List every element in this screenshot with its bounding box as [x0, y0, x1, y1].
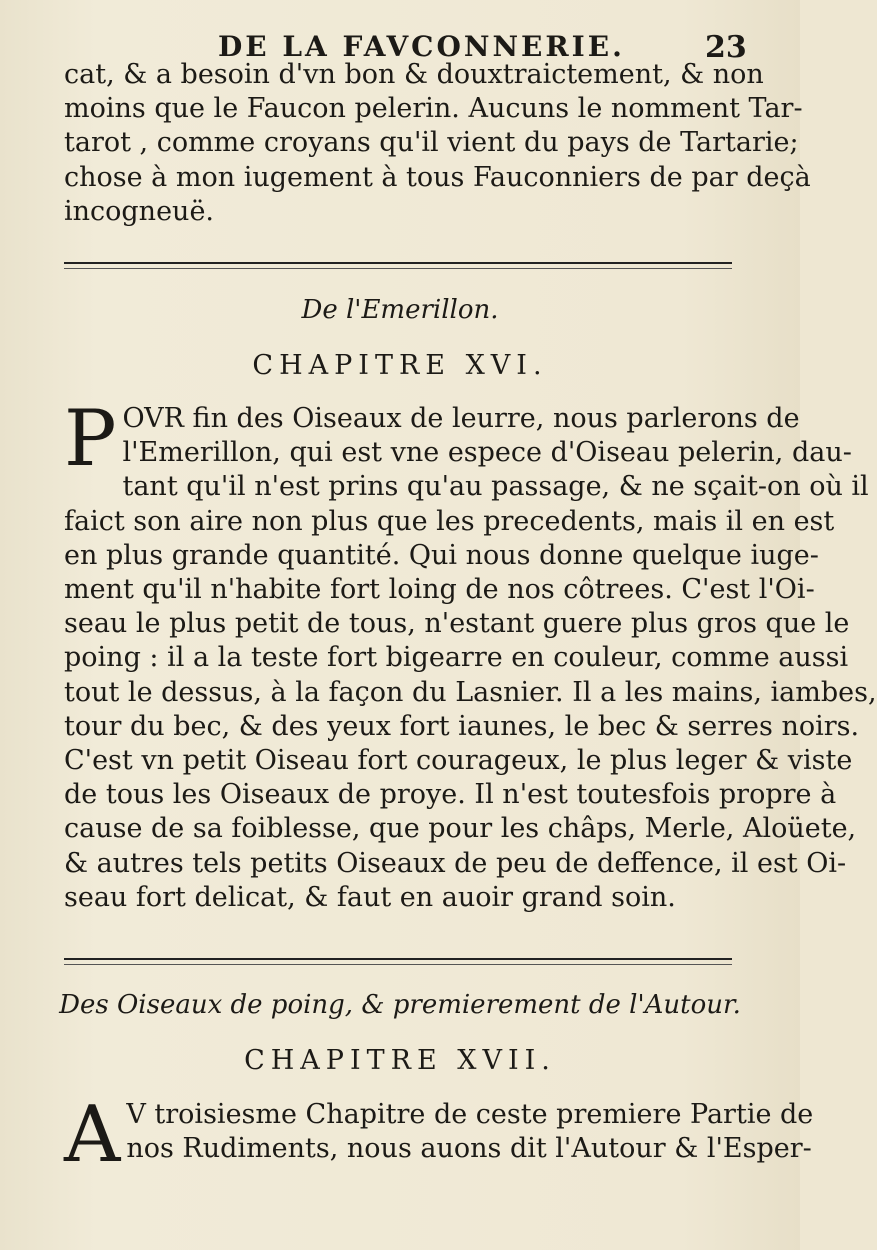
text-line: incogneuë. — [64, 195, 215, 227]
text-line: C'est vn petit Oiseau fort courageux, le plus leger & viste — [64, 745, 853, 777]
top-paragraph — [64, 58, 811, 229]
text-line: cause de sa foiblesse, que pour les châps, Merle, Aloüete, — [64, 813, 857, 845]
text-line: tout le dessus, à la façon du Lasnier. Il a les mains, iambes, — [64, 676, 877, 708]
chapter-heading-xvii: CHAPITRE XVII. — [244, 1045, 556, 1076]
text-line: seau fort delicat, & faut en auoir grand soin. — [64, 881, 676, 913]
text-line: seau le plus petit de tous, n'estant guere plus gros que le — [64, 608, 850, 640]
text-line: faict son aire non plus que les precedents, mais il en est — [64, 505, 835, 537]
running-head: DE LA FAVCONNERIE. — [218, 30, 625, 63]
text-line: tant qu'il n'est prins qu'au passage, & ne sçait-on où il — [122, 471, 869, 503]
chapter-heading-xvi: CHAPITRE XVI. — [252, 350, 548, 381]
text-line: nos Rudiments, nous auons dit l'Autour & l'Esper- — [126, 1133, 812, 1165]
dropcap-letter: A — [64, 1090, 121, 1180]
text-line: l'Emerillon, qui est vne espece d'Oiseau pelerin, dau- — [122, 437, 852, 469]
text-line: tarot , comme croyans qu'il vient du pays de Tartarie; — [64, 127, 799, 159]
text-line: moins que le Faucon pelerin. Aucuns le nomment Tar- — [64, 93, 803, 125]
text-line: en plus grande quantité. Qui nous donne quelque iuge- — [64, 539, 819, 571]
text-line: chose à mon iugement à tous Fauconniers de par deçà — [64, 161, 811, 193]
text-line: & autres tels petits Oiseaux de peu de deffence, il est Oi- — [64, 847, 847, 879]
chapter-xvi-body — [64, 394, 877, 915]
chapter-xvii-body — [64, 1090, 814, 1180]
text-line: tour du bec, & des yeux fort iaunes, le bec & serres noirs. — [64, 710, 860, 742]
page-number: 23 — [705, 30, 747, 65]
text-line: cat, & a besoin d'vn bon & douxtraictement, & non — [64, 59, 764, 90]
section-title-autour: Des Oiseaux de poing, & premierement de l'Autour. — [59, 990, 741, 1020]
dropcap-letter: P — [64, 394, 117, 484]
text-line: V troisiesme Chapitre de ceste premiere Partie de — [126, 1099, 814, 1130]
text-line: OVR fin des Oiseaux de leurre, nous parlerons de — [122, 403, 800, 434]
section-title-emerillon: De l'Emerillon. — [301, 295, 499, 325]
section-divider-rule — [64, 958, 732, 965]
text-line: de tous les Oiseaux de proye. Il n'est toutesfois propre à — [64, 779, 837, 811]
text-line: poing : il a la teste fort bigearre en couleur, comme aussi — [64, 642, 849, 674]
text-line: ment qu'il n'habite fort loing de nos côtrees. C'est l'Oi- — [64, 574, 815, 606]
section-divider-rule — [64, 262, 732, 269]
